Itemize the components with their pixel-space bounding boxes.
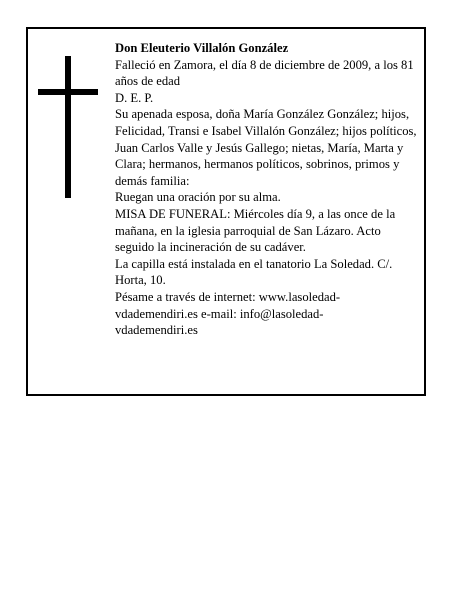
notice-body [115, 40, 423, 339]
cross-icon [38, 56, 98, 198]
chapel-info: La capilla está instalada en el tanatorio La Soledad. C/. Horta, 10. [115, 256, 393, 288]
cross-horizontal-bar [38, 89, 98, 95]
condolences-line-2: vdademendiri.es e-mail: info@lasoledad- [115, 306, 324, 321]
condolences-line-1: Pésame a través de internet: www.lasoledad- [115, 289, 341, 304]
dep-line: D. E. P. [115, 90, 154, 105]
cross-vertical-bar [65, 56, 71, 198]
death-info: Falleció en Zamora, el día 8 de diciembre de 2009, a los 81 años de edad [115, 57, 414, 89]
prayer-request: Ruegan una oración por su alma. [115, 190, 281, 205]
family-list: Su apenada esposa, doña María González González; hijos, Felicidad, Transi e Isabel Villalón González; hijos políticos, Juan Carlos Valle y Jesús Gallego; nietas, María, Marta y Clara; hermanos, hermanos políticos, sobrinos, primos y demás familia: [115, 107, 417, 188]
funeral-info: MISA DE FUNERAL: Miércoles día 9, a las once de la mañana, en la iglesia parroquial de San Lázaro. Acto seguido la incineración de su cadáver. [115, 206, 396, 255]
condolences-line-3: vdademendiri.es [115, 323, 198, 338]
deceased-name: Don Eleuterio Villalón González [115, 41, 289, 55]
obituary-notice [26, 27, 426, 396]
